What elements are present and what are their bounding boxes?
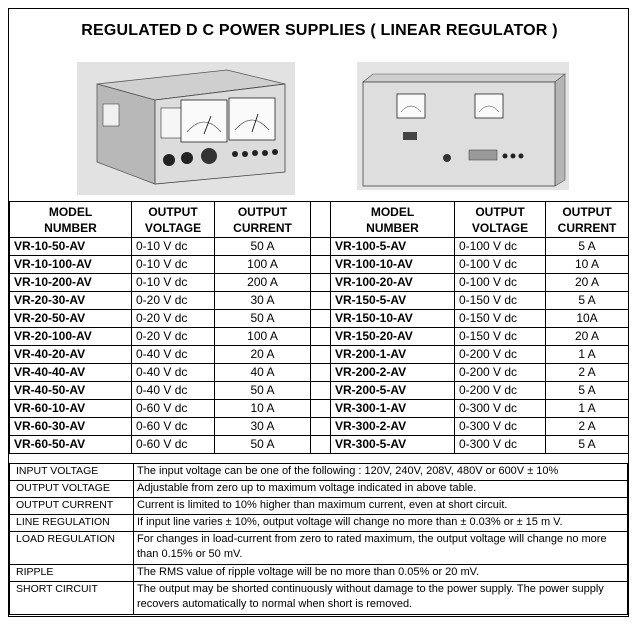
model-cell: VR-20-50-AV [10, 310, 132, 328]
current-cell: 50 A [215, 238, 311, 256]
current-cell: 40 A [215, 364, 311, 382]
voltage-cell: 0-100 V dc [455, 238, 546, 256]
model-cell: VR-40-20-AV [10, 346, 132, 364]
current-cell: 5 A [546, 292, 629, 310]
current-cell: 30 A [215, 418, 311, 436]
current-cell: 10 A [215, 400, 311, 418]
specs-table [9, 463, 628, 615]
spec-row [10, 532, 628, 565]
current-cell: 20 A [215, 346, 311, 364]
current-cell: 10A [546, 310, 629, 328]
voltage-cell: 0-20 V dc [132, 328, 215, 346]
current-cell: 20 A [546, 274, 629, 292]
voltage-cell: 0-200 V dc [455, 382, 546, 400]
spec-text: The RMS value of ripple voltage will be no more than 0.05% or 20 mV. [134, 565, 628, 582]
model-cell: VR-40-50-AV [10, 382, 132, 400]
header-current-left: OUTPUT CURRENT [215, 202, 311, 238]
spec-label: LOAD REGULATION [10, 532, 134, 565]
column-gap [311, 202, 331, 238]
table-row [10, 310, 629, 328]
header-voltage-left: OUTPUT VOLTAGE [132, 202, 215, 238]
table-row [10, 346, 629, 364]
current-cell: 5 A [546, 436, 629, 454]
voltage-cell: 0-40 V dc [132, 382, 215, 400]
spec-label: LINE REGULATION [10, 515, 134, 532]
page-title: REGULATED D C POWER SUPPLIES ( LINEAR REGULATOR ) [81, 22, 558, 39]
table-row [10, 400, 629, 418]
current-cell: 50 A [215, 310, 311, 328]
voltage-cell: 0-10 V dc [132, 256, 215, 274]
spec-label: RIPPLE [10, 565, 134, 582]
model-cell: VR-150-5-AV [331, 292, 455, 310]
current-cell: 5 A [546, 238, 629, 256]
table-row [10, 256, 629, 274]
current-cell: 10 A [546, 256, 629, 274]
current-cell: 50 A [215, 382, 311, 400]
table-row [10, 238, 629, 256]
spec-label: SHORT CIRCUIT [10, 582, 134, 615]
model-cell: VR-100-10-AV [331, 256, 455, 274]
voltage-cell: 0-40 V dc [132, 346, 215, 364]
voltage-cell: 0-300 V dc [455, 418, 546, 436]
table-row [10, 292, 629, 310]
voltage-cell: 0-10 V dc [132, 238, 215, 256]
spec-row [10, 515, 628, 532]
table-row [10, 328, 629, 346]
table-row [10, 274, 629, 292]
spec-row [10, 498, 628, 515]
voltage-cell: 0-20 V dc [132, 292, 215, 310]
voltage-cell: 0-60 V dc [132, 436, 215, 454]
model-cell: VR-200-2-AV [331, 364, 455, 382]
table-header-row [10, 202, 629, 238]
spec-row [10, 481, 628, 498]
column-gap [311, 238, 331, 256]
spec-text: Adjustable from zero up to maximum voltage indicated in above table. [134, 481, 628, 498]
column-gap [311, 346, 331, 364]
voltage-cell: 0-20 V dc [132, 310, 215, 328]
current-cell: 50 A [215, 436, 311, 454]
current-cell: 200 A [215, 274, 311, 292]
header-model-left: MODEL NUMBER [10, 202, 132, 238]
voltage-cell: 0-150 V dc [455, 328, 546, 346]
model-cell: VR-60-30-AV [10, 418, 132, 436]
voltage-cell: 0-10 V dc [132, 274, 215, 292]
spec-text: Current is limited to 10% higher than maximum current, even at short circuit. [134, 498, 628, 515]
spec-row [10, 582, 628, 615]
spec-text: The input voltage can be one of the following : 120V, 240V, 208V, 480V or 600V ± 10% [134, 464, 628, 481]
current-cell: 100 A [215, 328, 311, 346]
header-model-right: MODEL NUMBER [331, 202, 455, 238]
current-cell: 20 A [546, 328, 629, 346]
voltage-cell: 0-200 V dc [455, 364, 546, 382]
model-cell: VR-150-20-AV [331, 328, 455, 346]
column-gap [311, 382, 331, 400]
column-gap [311, 274, 331, 292]
model-cell: VR-10-100-AV [10, 256, 132, 274]
spec-label: INPUT VOLTAGE [10, 464, 134, 481]
model-cell: VR-100-5-AV [331, 238, 455, 256]
column-gap [311, 418, 331, 436]
voltage-cell: 0-300 V dc [455, 436, 546, 454]
spec-row [10, 464, 628, 481]
spec-label: OUTPUT VOLTAGE [10, 481, 134, 498]
header-current-right: OUTPUT CURRENT [546, 202, 629, 238]
current-cell: 30 A [215, 292, 311, 310]
model-cell: VR-200-5-AV [331, 382, 455, 400]
model-cell: VR-150-10-AV [331, 310, 455, 328]
table-row [10, 436, 629, 454]
spec-text: The output may be shorted continuously without damage to the power supply. The power supply recovers automatically to normal when short is removed. [134, 582, 628, 615]
table-row [10, 364, 629, 382]
voltage-cell: 0-100 V dc [455, 274, 546, 292]
voltage-cell: 0-200 V dc [455, 346, 546, 364]
current-cell: 1 A [546, 346, 629, 364]
voltage-cell: 0-150 V dc [455, 310, 546, 328]
voltage-cell: 0-300 V dc [455, 400, 546, 418]
spec-label: OUTPUT CURRENT [10, 498, 134, 515]
spec-text: For changes in load-current from zero to rated maximum, the output voltage will change no more than 0.15% or 50 mV. [134, 532, 628, 565]
spec-row [10, 565, 628, 582]
column-gap [311, 292, 331, 310]
models-table [9, 201, 629, 454]
power-supply-photo-right [357, 62, 569, 190]
column-gap [311, 256, 331, 274]
model-cell: VR-300-5-AV [331, 436, 455, 454]
table-row [10, 382, 629, 400]
voltage-cell: 0-150 V dc [455, 292, 546, 310]
model-cell: VR-200-1-AV [331, 346, 455, 364]
current-cell: 5 A [546, 382, 629, 400]
current-cell: 2 A [546, 418, 629, 436]
column-gap [311, 364, 331, 382]
column-gap [311, 400, 331, 418]
voltage-cell: 0-60 V dc [132, 418, 215, 436]
spec-text: If input line varies ± 10%, output voltage will change no more than ± 0.03% or ± 15 m V. [134, 515, 628, 532]
current-cell: 1 A [546, 400, 629, 418]
power-supply-photo-left [77, 62, 295, 195]
table-row [10, 418, 629, 436]
header-voltage-right: OUTPUT VOLTAGE [455, 202, 546, 238]
model-cell: VR-60-50-AV [10, 436, 132, 454]
current-cell: 2 A [546, 364, 629, 382]
model-cell: VR-100-20-AV [331, 274, 455, 292]
column-gap [311, 328, 331, 346]
model-cell: VR-300-1-AV [331, 400, 455, 418]
model-cell: VR-10-50-AV [10, 238, 132, 256]
model-cell: VR-60-10-AV [10, 400, 132, 418]
model-cell: VR-10-200-AV [10, 274, 132, 292]
model-cell: VR-20-100-AV [10, 328, 132, 346]
column-gap [311, 310, 331, 328]
model-cell: VR-20-30-AV [10, 292, 132, 310]
column-gap [311, 436, 331, 454]
model-cell: VR-300-2-AV [331, 418, 455, 436]
voltage-cell: 0-100 V dc [455, 256, 546, 274]
voltage-cell: 0-60 V dc [132, 400, 215, 418]
current-cell: 100 A [215, 256, 311, 274]
model-cell: VR-40-40-AV [10, 364, 132, 382]
voltage-cell: 0-40 V dc [132, 364, 215, 382]
